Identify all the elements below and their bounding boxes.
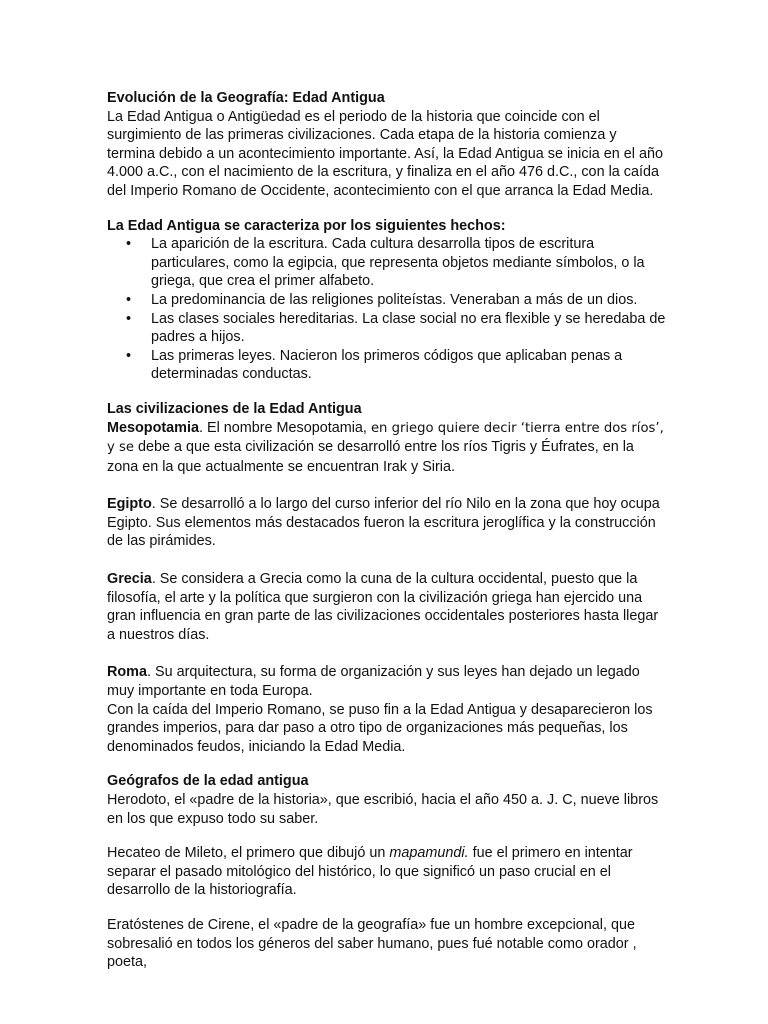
mesopotamia-text-c: debe a que esta civilización se desarrolló entre los ríos Tigris y Éufrates, en la zona en la que actualmente se encuentran Irak y Siria. xyxy=(107,439,634,475)
herodoto-paragraph: Herodoto, el «padre de la historia», que escribió, hacia el año 450 a. J. C, nueve libros en los que expuso todo su saber. xyxy=(107,792,659,827)
mesopotamia-name: Mesopotamia xyxy=(107,419,199,436)
document-title: Evolución de la Geografía: Edad Antigua xyxy=(107,90,385,106)
fact-item-religion: • La predominancia de las religiones politeístas. Veneraban a más de un dios. xyxy=(107,291,668,310)
eratostenes-paragraph: Eratóstenes de Cirene, el «padre de la geografía» fue un hombre excepcional, que sobresalió en todos los géneros del saber humano, pues fué notable como orador , poeta, xyxy=(107,916,637,971)
mesopotamia-text-b: en griego quiere decir ‘tierra entre dos ríos’, y se xyxy=(107,420,664,456)
roma-name: Roma xyxy=(107,664,147,681)
hecateo-paragraph xyxy=(107,844,668,900)
grecia-text: . Se considera a Grecia como la cuna de la cultura occidental, puesto que la filosofía, el arte y la política que surgieron con la civilización griega han ejercido una gran influencia en gran parte de las civilizaciones occidentales posteriores hasta llegar a nuestros días. xyxy=(107,571,659,643)
roma-paragraph-2: Con la caída del Imperio Romano, se puso fin a la Edad Antigua y desaparecieron los grandes imperios, para dar paso a otro tipo de organizaciones más pequeñas, los denominados feudos, iniciando la Edad Media. xyxy=(107,701,653,755)
hecateo-text-b: fue el primero en intentar separar el pasado mitológico del histórico, lo que significó un paso crucial en el desarrollo de la historiografía. xyxy=(107,845,633,899)
fact-item-writing: • La aparición de la escritura. Cada cultura desarrolla tipos de escritura particulares, como la egipcia, que representa objetos mediante símbolos, o la griega, que crea el primer alfabeto. xyxy=(107,235,668,291)
geographers-heading: Geógrafos de la edad antigua xyxy=(107,773,309,790)
fact-item-laws: • Las primeras leyes. Nacieron los primeros códigos que aplicaban penas a determinadas conductas. xyxy=(107,347,668,384)
mesopotamia-text-a: . El nombre Mesopotamia, xyxy=(198,419,371,436)
roma-text: . Su arquitectura, su forma de organización y sus leyes han dejado un legado muy importante en toda Europa. xyxy=(107,664,640,700)
egipto-text: . Se desarrolló a lo largo del curso inferior del río Nilo en la zona que hoy ocupa Egipto. Sus elementos más destacados fueron la escritura jeroglífica y la construcción de las pirámides. xyxy=(107,496,660,550)
hecateo-italic: mapamundi. xyxy=(389,845,469,862)
grecia-name: Grecia xyxy=(107,571,152,588)
hecateo-text-a: Hecateo de Mileto, el primero que dibujó un xyxy=(107,845,390,862)
intro-paragraph: La Edad Antigua o Antigüedad es el periodo de la historia que coincide con el surgimiento de las primeras civilizaciones. Cada etapa de la historia comienza y termina debido a un acontecimiento importante. Así, la Edad Antigua se inicia en el año 4.000 a.C., con el nacimiento de la escritura, y finaliza en el año 476 d.C., con la caída del Imperio Romano de Occidente, acontecimiento con el que arranca la Edad Media. xyxy=(107,108,663,199)
fact-item-social-classes: • Las clases sociales hereditarias. La clase social no era flexible y se heredaba de padres a hijos. xyxy=(107,310,668,347)
egipto-paragraph xyxy=(107,495,668,551)
civilizations-heading: Las civilizaciones de la Edad Antigua xyxy=(107,400,362,417)
roma-paragraph xyxy=(107,663,668,700)
facts-list xyxy=(107,235,668,384)
facts-heading: La Edad Antigua se caracteriza por los siguientes hechos: xyxy=(107,217,506,234)
egipto-name: Egipto xyxy=(107,496,152,513)
mesopotamia-paragraph xyxy=(107,419,668,477)
grecia-paragraph xyxy=(107,570,668,644)
